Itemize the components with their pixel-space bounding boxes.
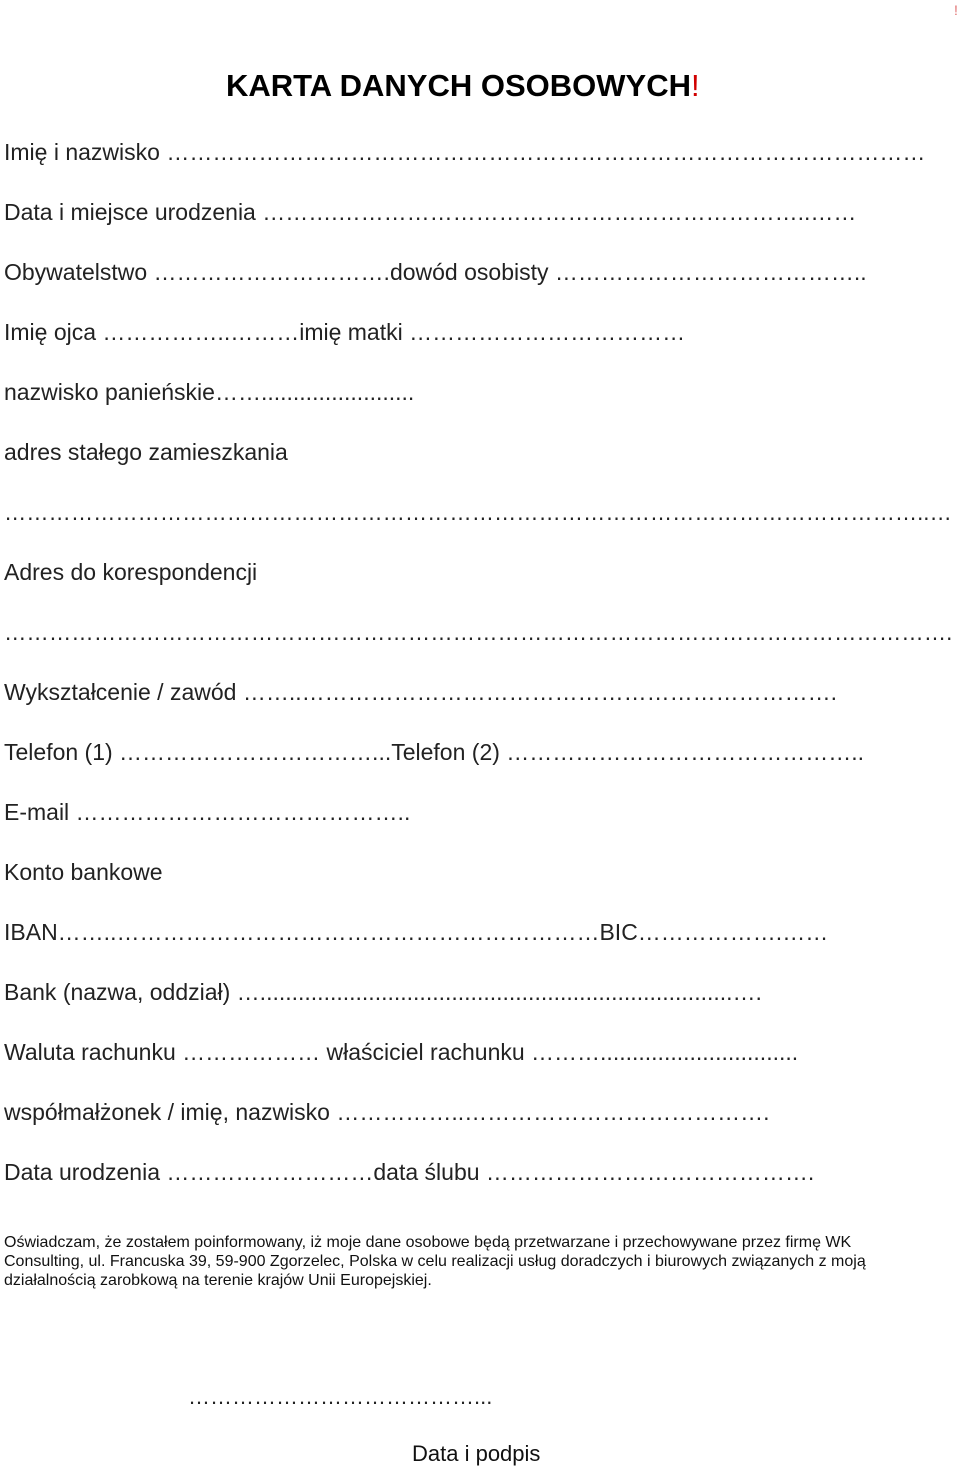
label-adres-stalego-zamieszkania: adres stałego zamieszkania (4, 439, 288, 465)
field-imie-ojca-matki[interactable]: Imię ojca ……………..………imię matki ……………………………… (4, 319, 686, 345)
field-adres-do-korespondencji[interactable]: ………………………………………………………………………………………………………………. (4, 619, 953, 645)
signature-line[interactable]: …………………………………... (188, 1384, 493, 1409)
signature-label: Data i podpis (412, 1441, 541, 1466)
declaration-text: Oświadczam, że zostałem poinformowany, iż moje dane osobowe będą przetwarzane i przechowywane przez firmę WK Consulting, ul. Francuska 39, 59-900 Zgorzelec, Polska w celu realizacji usług doradczych i biurowych związanych z moją działalnością zarobkową na terenie krajów Unii Europejskiej. (4, 1234, 866, 1289)
label-adres-do-korespondencji: Adres do korespondencji (4, 559, 258, 585)
field-data-miejsce-urodzenia[interactable]: Data i miejsce urodzenia ……….……………………………………………………..…… (4, 199, 857, 225)
field-telefon[interactable]: Telefon (1) ……………………………...Telefon (2) ……………………………………….. (4, 739, 865, 765)
field-imie-nazwisko[interactable]: Imię i nazwisko ……………………………………………………………………………………… (4, 139, 926, 165)
label-konto-bankowe: Konto bankowe (4, 859, 163, 885)
page-title (226, 68, 700, 104)
field-email[interactable]: E-mail …………………………………….. (4, 799, 411, 825)
field-nazwisko-panienskie[interactable]: nazwisko panieńskie……........................ (4, 379, 415, 405)
title-text: KARTA DANYCH OSOBOWYCH (226, 68, 691, 103)
field-iban-bic[interactable]: IBAN……..………………………………………………………BIC……………….…… (4, 919, 829, 945)
field-wyksztalcenie-zawod[interactable]: Wykształcenie / zawód ……..……………………………………………………………. (4, 679, 837, 705)
corner-mark: ! (954, 2, 958, 18)
field-bank[interactable]: Bank (nazwa, oddział) …..........................................................................…. (4, 979, 762, 1005)
field-wspolmalzonek[interactable]: współmałżonek / imię, nazwisko ……………..…………………………………. (4, 1099, 770, 1125)
title-exclamation: ! (691, 68, 700, 103)
field-data-urodzenia-slubu[interactable]: Data urodzenia ………………………data ślubu ……………………………………. (4, 1159, 815, 1185)
field-waluta-wlasciciel[interactable]: Waluta rachunku ……………… właściciel rachunku ………............................... (4, 1039, 799, 1065)
field-adres-stalego-zamieszkania[interactable]: ……………………………………………………………………………………………………………..… (4, 499, 952, 525)
field-obywatelstwo-dowod[interactable]: Obywatelstwo ………………………….dowód osobisty ………………………………….. (4, 259, 867, 285)
